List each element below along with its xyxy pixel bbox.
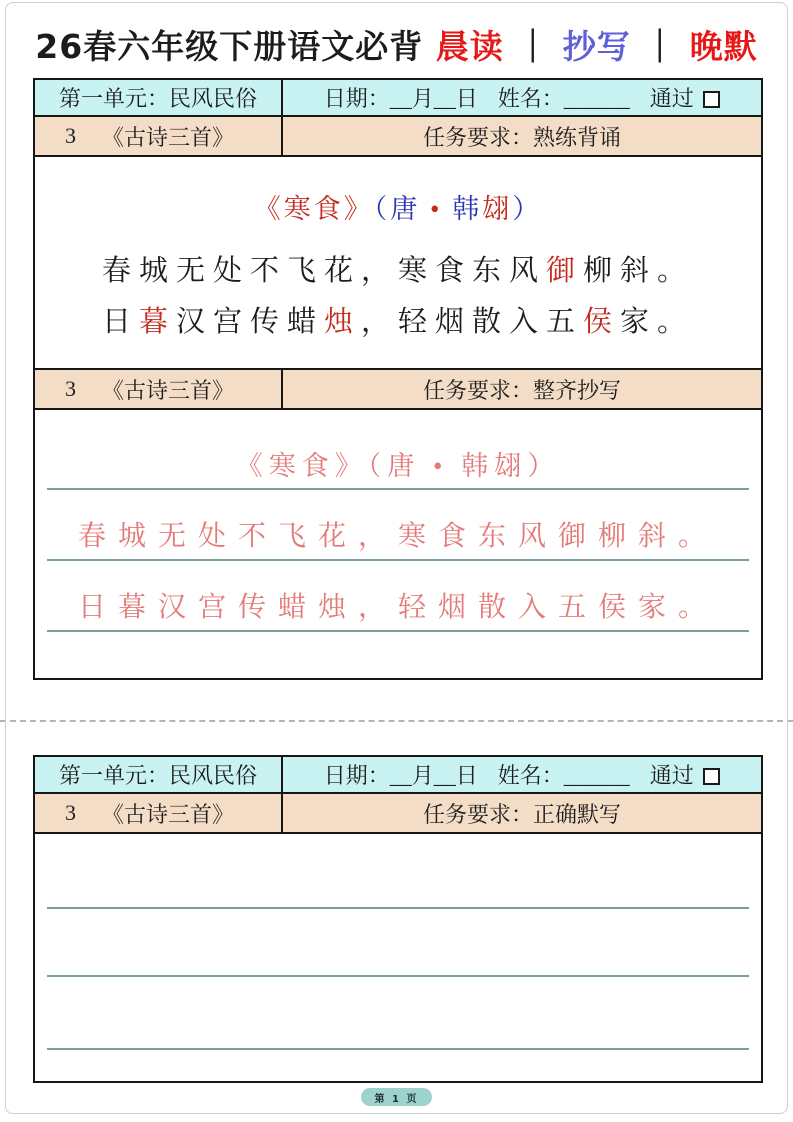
text-segment: 暮 bbox=[138, 306, 176, 338]
unit-name: 第一单元：民风民俗 bbox=[35, 80, 283, 115]
dictation-writing-area bbox=[35, 834, 761, 1081]
page-break-divider bbox=[0, 720, 793, 722]
poem-line-1 bbox=[35, 248, 761, 289]
copy-practice-area bbox=[35, 410, 761, 678]
date-field: 日期：__月__日 bbox=[323, 86, 478, 111]
pass-checkbox[interactable] bbox=[703, 91, 720, 108]
text-segment: 春城无处不飞花，寒食东风 bbox=[101, 255, 546, 287]
text-segment: 抄写 bbox=[562, 27, 631, 66]
text-segment: 日 bbox=[101, 306, 139, 338]
trace-line-2: 日暮汉宫传蜡烛，轻烟散入五侯家。 bbox=[47, 561, 749, 632]
name-label: 姓名： bbox=[497, 763, 564, 788]
trace-line-1: 春城无处不飞花，寒食东风御柳斜。 bbox=[47, 490, 749, 561]
writing-line-1 bbox=[47, 834, 749, 909]
text-segment: • bbox=[420, 194, 453, 224]
pass-field bbox=[650, 759, 721, 790]
pass-label: 通过 bbox=[649, 763, 694, 788]
text-segment: 家。 bbox=[620, 306, 695, 338]
writing-line-3 bbox=[47, 977, 749, 1050]
lesson-number: 3 bbox=[65, 800, 76, 825]
text-segment: 柳斜。 bbox=[583, 255, 695, 287]
page-title bbox=[0, 0, 793, 66]
lesson-number: 3 bbox=[65, 123, 76, 148]
page-footer bbox=[0, 1088, 793, 1106]
text-segment: 烛 bbox=[323, 306, 361, 338]
name-field bbox=[498, 759, 630, 790]
text-segment: 韩 bbox=[452, 194, 483, 224]
page-number-badge: 第 1 页 bbox=[361, 1088, 433, 1106]
lesson-cell bbox=[35, 370, 283, 408]
task-requirement-copy: 任务要求：整齐抄写 bbox=[422, 377, 621, 403]
name-field bbox=[498, 82, 630, 113]
text-segment: 侯 bbox=[583, 306, 621, 338]
text-segment: 26春六年级下册语文必背 bbox=[35, 27, 436, 66]
date-field: 日期：__月__日 bbox=[323, 763, 478, 788]
text-segment: ） bbox=[512, 194, 543, 224]
unit-header-row bbox=[35, 80, 761, 117]
pass-checkbox[interactable] bbox=[703, 768, 720, 785]
info-row bbox=[283, 757, 761, 792]
lesson-number: 3 bbox=[65, 376, 76, 401]
pass-label: 通过 bbox=[649, 86, 694, 111]
poem-display-area bbox=[35, 157, 761, 370]
info-row bbox=[283, 80, 761, 115]
text-segment: 汉宫传蜡 bbox=[175, 306, 324, 338]
trace-line-title: 《寒食》（唐 • 韩翃） bbox=[47, 410, 749, 490]
lesson-title: 《古诗三首》 bbox=[102, 124, 235, 150]
text-segment: ，轻烟散入五 bbox=[361, 306, 584, 338]
poem-title bbox=[35, 187, 761, 226]
text-segment: ｜ bbox=[630, 27, 690, 66]
unit-name: 第一单元：民风民俗 bbox=[35, 757, 283, 792]
name-blank: ______ bbox=[563, 763, 630, 788]
worksheet-section-dictation bbox=[33, 755, 763, 1083]
task-requirement-recite: 任务要求：熟练背诵 bbox=[422, 124, 621, 150]
worksheet-section-read-copy bbox=[33, 78, 763, 680]
task-row-recite bbox=[35, 117, 761, 157]
text-segment: 《寒食》 bbox=[253, 194, 374, 224]
pass-field bbox=[650, 82, 721, 113]
task-row-copy bbox=[35, 370, 761, 410]
poem-line-2 bbox=[35, 299, 761, 340]
unit-header-row bbox=[35, 757, 761, 794]
lesson-cell bbox=[35, 794, 283, 832]
task-row-dictate bbox=[35, 794, 761, 834]
lesson-title: 《古诗三首》 bbox=[102, 801, 235, 827]
text-segment: 翃 bbox=[482, 194, 513, 224]
task-requirement-dictate: 任务要求：正确默写 bbox=[422, 801, 621, 827]
lesson-cell bbox=[35, 117, 283, 155]
text-segment: 晨读 bbox=[435, 27, 504, 66]
name-label: 姓名： bbox=[497, 86, 564, 111]
text-segment: 晚默 bbox=[689, 27, 758, 66]
name-blank: ______ bbox=[563, 86, 630, 111]
text-segment: （唐 bbox=[373, 194, 421, 224]
text-segment: 御 bbox=[545, 255, 583, 287]
lesson-title: 《古诗三首》 bbox=[102, 377, 235, 403]
writing-line-2 bbox=[47, 909, 749, 977]
text-segment: ｜ bbox=[503, 27, 563, 66]
